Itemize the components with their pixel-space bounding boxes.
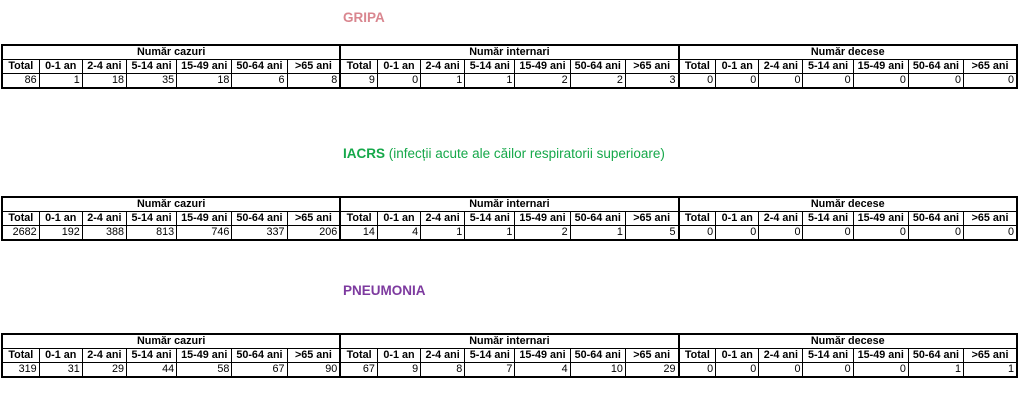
section-title-gripa: GRIPA: [343, 10, 385, 25]
section-title-iacrs-main: IACRS: [343, 146, 386, 161]
column-header-deaths-0-1: 0-1 an: [716, 60, 759, 74]
value-deaths-over-65: 1: [964, 363, 1017, 378]
column-header-cases-50-64: 50-64 ani: [232, 349, 287, 363]
column-header-deaths-5-14: 5-14 ani: [803, 349, 853, 363]
value-deaths-2-4: 0: [759, 363, 803, 378]
stats-table-gripa: [1, 44, 1018, 89]
value-cases-5-14: 44: [126, 363, 176, 378]
value-deaths-0-1: 0: [716, 74, 759, 89]
column-header-hospitalizations-0-1: 0-1 an: [377, 349, 420, 363]
column-header-cases-over-65: >65 ani: [287, 349, 340, 363]
value-cases-5-14: 813: [126, 226, 176, 241]
column-header-hospitalizations-5-14: 5-14 ani: [465, 212, 515, 226]
values-row: [2, 74, 1017, 89]
value-hospitalizations-over-65: 3: [625, 74, 678, 89]
column-header-cases-0-1: 0-1 an: [39, 60, 82, 74]
value-cases-5-14: 35: [126, 74, 176, 89]
value-hospitalizations-15-49: 4: [515, 363, 570, 378]
value-hospitalizations-15-49: 2: [515, 74, 570, 89]
column-header-hospitalizations-5-14: 5-14 ani: [465, 60, 515, 74]
column-header-deaths-50-64: 50-64 ani: [908, 212, 963, 226]
stats-table-pneumonia: [1, 333, 1018, 378]
stats-table-iacrs: [1, 196, 1018, 241]
value-hospitalizations-5-14: 1: [465, 74, 515, 89]
value-hospitalizations-over-65: 29: [625, 363, 678, 378]
section-title-iacrs: [343, 146, 665, 161]
column-header-deaths-15-49: 15-49 ani: [853, 349, 908, 363]
section-subtitle-iacrs: (infecții acute ale căilor respiratorii superioare): [388, 146, 665, 161]
value-cases-0-1: 192: [39, 226, 82, 241]
column-header-row: [2, 60, 1017, 74]
value-hospitalizations-2-4: 1: [421, 74, 465, 89]
column-header-cases-5-14: 5-14 ani: [126, 60, 176, 74]
value-cases-0-1: 1: [39, 74, 82, 89]
value-cases-2-4: 29: [82, 363, 126, 378]
column-header-hospitalizations-15-49: 15-49 ani: [515, 349, 570, 363]
value-hospitalizations-0-1: 0: [377, 74, 420, 89]
group-header-cases: Număr cazuri: [2, 197, 340, 212]
value-cases-15-49: 18: [177, 74, 232, 89]
column-header-hospitalizations-over-65: >65 ani: [625, 212, 678, 226]
group-header-row: [2, 334, 1017, 349]
value-cases-15-49: 746: [177, 226, 232, 241]
column-header-cases-over-65: >65 ani: [287, 60, 340, 74]
values-row: [2, 226, 1017, 241]
value-deaths-15-49: 0: [853, 363, 908, 378]
column-header-cases-0-1: 0-1 an: [39, 349, 82, 363]
section-title-pneumonia: PNEUMONIA: [343, 283, 426, 298]
value-deaths-5-14: 0: [803, 226, 853, 241]
column-header-hospitalizations-total: Total: [340, 212, 377, 226]
column-header-hospitalizations-50-64: 50-64 ani: [570, 212, 625, 226]
value-hospitalizations-total: 14: [340, 226, 377, 241]
column-header-cases-0-1: 0-1 an: [39, 212, 82, 226]
column-header-cases-15-49: 15-49 ani: [177, 212, 232, 226]
value-deaths-over-65: 0: [964, 226, 1017, 241]
column-header-cases-15-49: 15-49 ani: [177, 60, 232, 74]
column-header-cases-2-4: 2-4 ani: [82, 349, 126, 363]
value-deaths-total: 0: [679, 74, 716, 89]
column-header-hospitalizations-total: Total: [340, 60, 377, 74]
column-header-cases-2-4: 2-4 ani: [82, 212, 126, 226]
column-header-row: [2, 349, 1017, 363]
column-header-hospitalizations-2-4: 2-4 ani: [421, 60, 465, 74]
column-header-hospitalizations-2-4: 2-4 ani: [421, 212, 465, 226]
value-deaths-total: 0: [679, 226, 716, 241]
value-hospitalizations-over-65: 5: [625, 226, 678, 241]
column-header-deaths-total: Total: [679, 212, 716, 226]
column-header-deaths-2-4: 2-4 ani: [759, 212, 803, 226]
column-header-deaths-over-65: >65 ani: [964, 349, 1017, 363]
value-deaths-2-4: 0: [759, 74, 803, 89]
column-header-deaths-50-64: 50-64 ani: [908, 60, 963, 74]
value-hospitalizations-2-4: 8: [421, 363, 465, 378]
value-deaths-5-14: 0: [803, 74, 853, 89]
group-header-row: [2, 197, 1017, 212]
value-cases-over-65: 90: [287, 363, 340, 378]
column-header-hospitalizations-50-64: 50-64 ani: [570, 60, 625, 74]
column-header-deaths-total: Total: [679, 349, 716, 363]
column-header-deaths-5-14: 5-14 ani: [803, 212, 853, 226]
value-cases-2-4: 388: [82, 226, 126, 241]
column-header-deaths-15-49: 15-49 ani: [853, 212, 908, 226]
value-deaths-2-4: 0: [759, 226, 803, 241]
value-deaths-0-1: 0: [716, 226, 759, 241]
value-deaths-50-64: 1: [908, 363, 963, 378]
value-deaths-over-65: 0: [964, 74, 1017, 89]
column-header-deaths-over-65: >65 ani: [964, 60, 1017, 74]
value-cases-15-49: 58: [177, 363, 232, 378]
column-header-deaths-total: Total: [679, 60, 716, 74]
column-header-cases-total: Total: [2, 349, 39, 363]
value-hospitalizations-50-64: 2: [570, 74, 625, 89]
value-hospitalizations-total: 67: [340, 363, 377, 378]
column-header-hospitalizations-15-49: 15-49 ani: [515, 212, 570, 226]
value-hospitalizations-total: 9: [340, 74, 377, 89]
value-deaths-total: 0: [679, 363, 716, 378]
column-header-hospitalizations-over-65: >65 ani: [625, 349, 678, 363]
value-cases-50-64: 6: [232, 74, 287, 89]
column-header-hospitalizations-0-1: 0-1 an: [377, 60, 420, 74]
value-deaths-50-64: 0: [908, 226, 963, 241]
column-header-deaths-over-65: >65 ani: [964, 212, 1017, 226]
column-header-deaths-2-4: 2-4 ani: [759, 349, 803, 363]
column-header-hospitalizations-5-14: 5-14 ani: [465, 349, 515, 363]
value-deaths-0-1: 0: [716, 363, 759, 378]
value-hospitalizations-50-64: 10: [570, 363, 625, 378]
value-hospitalizations-5-14: 7: [465, 363, 515, 378]
value-deaths-15-49: 0: [853, 226, 908, 241]
column-header-cases-50-64: 50-64 ani: [232, 60, 287, 74]
value-cases-50-64: 67: [232, 363, 287, 378]
value-hospitalizations-2-4: 1: [421, 226, 465, 241]
column-header-cases-over-65: >65 ani: [287, 212, 340, 226]
value-hospitalizations-5-14: 1: [465, 226, 515, 241]
value-hospitalizations-15-49: 2: [515, 226, 570, 241]
group-header-row: [2, 45, 1017, 60]
value-hospitalizations-50-64: 1: [570, 226, 625, 241]
group-header-hospitalizations: Număr internari: [340, 45, 678, 60]
value-cases-50-64: 337: [232, 226, 287, 241]
group-header-cases: Număr cazuri: [2, 334, 340, 349]
group-header-cases: Număr cazuri: [2, 45, 340, 60]
column-header-deaths-15-49: 15-49 ani: [853, 60, 908, 74]
group-header-hospitalizations: Număr internari: [340, 334, 678, 349]
column-header-deaths-50-64: 50-64 ani: [908, 349, 963, 363]
column-header-deaths-2-4: 2-4 ani: [759, 60, 803, 74]
column-header-cases-15-49: 15-49 ani: [177, 349, 232, 363]
column-header-row: [2, 212, 1017, 226]
value-deaths-5-14: 0: [803, 363, 853, 378]
column-header-cases-total: Total: [2, 60, 39, 74]
value-hospitalizations-0-1: 4: [377, 226, 420, 241]
column-header-cases-5-14: 5-14 ani: [126, 349, 176, 363]
column-header-cases-5-14: 5-14 ani: [126, 212, 176, 226]
value-cases-total: 319: [2, 363, 39, 378]
column-header-cases-50-64: 50-64 ani: [232, 212, 287, 226]
group-header-deaths: Număr decese: [679, 197, 1017, 212]
column-header-hospitalizations-2-4: 2-4 ani: [421, 349, 465, 363]
column-header-hospitalizations-15-49: 15-49 ani: [515, 60, 570, 74]
value-cases-total: 2682: [2, 226, 39, 241]
column-header-deaths-0-1: 0-1 an: [716, 349, 759, 363]
column-header-cases-total: Total: [2, 212, 39, 226]
value-cases-total: 86: [2, 74, 39, 89]
column-header-cases-2-4: 2-4 ani: [82, 60, 126, 74]
column-header-deaths-0-1: 0-1 an: [716, 212, 759, 226]
column-header-deaths-5-14: 5-14 ani: [803, 60, 853, 74]
column-header-hospitalizations-total: Total: [340, 349, 377, 363]
column-header-hospitalizations-over-65: >65 ani: [625, 60, 678, 74]
value-deaths-15-49: 0: [853, 74, 908, 89]
value-hospitalizations-0-1: 9: [377, 363, 420, 378]
values-row: [2, 363, 1017, 378]
value-cases-0-1: 31: [39, 363, 82, 378]
column-header-hospitalizations-0-1: 0-1 an: [377, 212, 420, 226]
value-cases-2-4: 18: [82, 74, 126, 89]
value-cases-over-65: 8: [287, 74, 340, 89]
value-deaths-50-64: 0: [908, 74, 963, 89]
value-cases-over-65: 206: [287, 226, 340, 241]
group-header-deaths: Număr decese: [679, 45, 1017, 60]
group-header-hospitalizations: Număr internari: [340, 197, 678, 212]
group-header-deaths: Număr decese: [679, 334, 1017, 349]
column-header-hospitalizations-50-64: 50-64 ani: [570, 349, 625, 363]
